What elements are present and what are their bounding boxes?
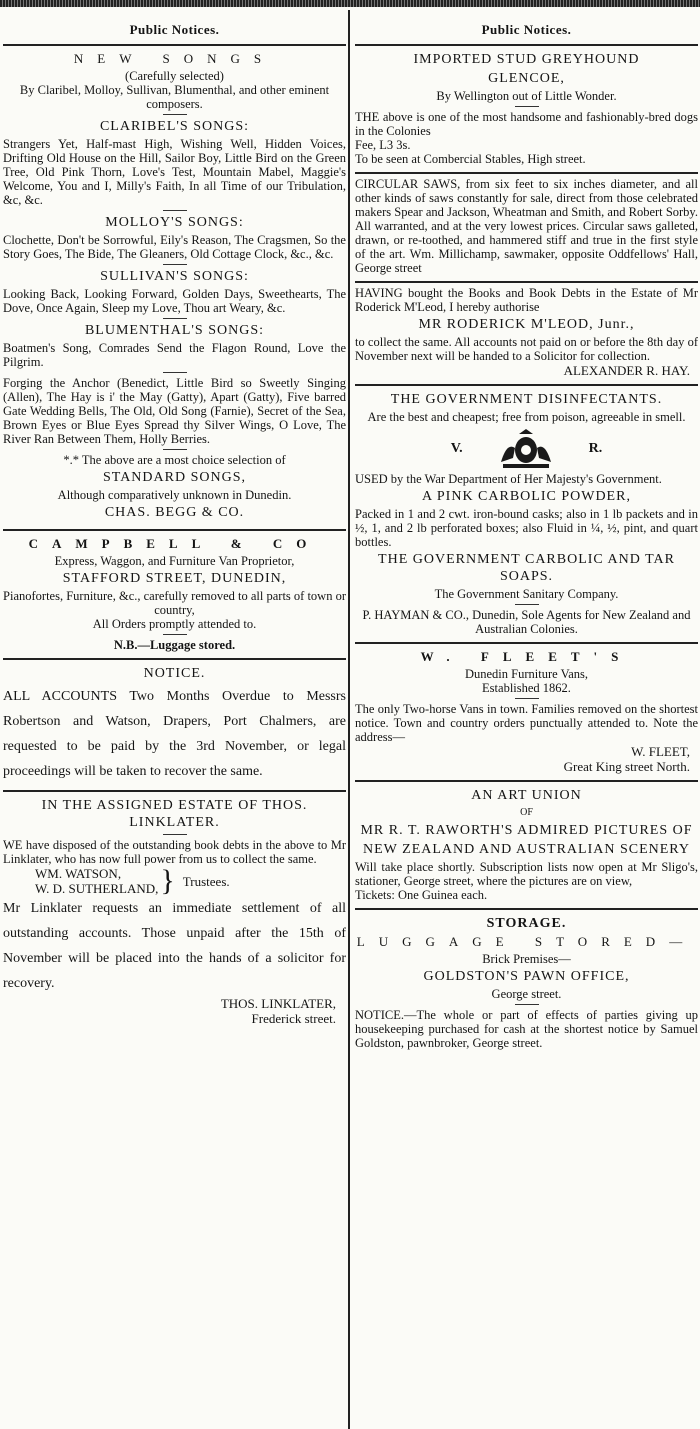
art-union-text: Will take place shortly. Subscription lists now open at Mr Sligo's, stationer, George street, where the pictures are on view, [355, 860, 698, 888]
blumenthal-heading: BLUMENTHAL'S SONGS: [84, 323, 265, 338]
estate-text: WE have disposed of the outstanding book debts in the above to Mr Linklater, who has now full power from us to collect the same. [3, 838, 346, 866]
linklater-address: Frederick street. [251, 1011, 336, 1026]
molloy-text: Clochette, Don't be Sorrowful, Eily's Reason, The Cragsmen, So the Story Goes, The Bide, The Gleaners, Old Cottage Clock, &c., &c. [3, 233, 346, 261]
new-songs-advert [3, 46, 346, 531]
column-divider [348, 10, 350, 1429]
accounts-text: ALL ACCOUNTS Two Months Overdue to Messrs Robertson and Watson, Drapers, Port Chalmers, are requested to be paid by the 3rd November, or legal proceedings will be taken to recover the same. [3, 689, 346, 779]
trustees-block [3, 866, 346, 896]
campbell-advert [3, 531, 346, 660]
r-letter: R. [588, 441, 603, 456]
divider [515, 1004, 539, 1005]
campbell-line3: Pianofortes, Furniture, &c., carefully removed to all parts of town or country, [3, 589, 346, 617]
accounts-notice [3, 660, 346, 792]
hayman-agents: P. HAYMAN & CO., Dunedin, Sole Agents for New Zealand and Australian Colonies. [362, 608, 691, 636]
sullivan-text: Looking Back, Looking Forward, Golden Days, Sweethearts, The Dove, Once Again, Sleep my Love, Thou art Weary, &c. [3, 287, 346, 315]
pink-powder: A PINK CARBOLIC POWDER, [422, 489, 631, 504]
royal-arms-icon [497, 428, 555, 470]
divider [515, 604, 539, 605]
claribel-text: Strangers Yet, Half-mast High, Wishing Well, Hidden Voices, Drifting Old House on the Hill, Sailor Boy, Little Bird on the Green Tree, Old Pink Thorn, Love's Test, Mountain Mabel, Maggie's Welcome, You and I, Milly's Faith, In all Time of our Tribulation, &c, &c. [3, 137, 346, 207]
divider [163, 264, 187, 265]
trustees-label: Trustees. [182, 873, 230, 889]
campbell-line4: All Orders promptly attended to. [92, 617, 257, 631]
art-union-title: AN ART UNION [471, 788, 582, 803]
greyhound-fee: Fee, L3 3s. [355, 138, 411, 152]
fleet-sub2: Established 1862. [482, 681, 571, 695]
greyhound-seen: To be seen at Combercial Stables, High street. [355, 152, 586, 166]
greyhound-by: By Wellington out of Little Wonder. [436, 89, 617, 103]
begg-signature: CHAS. BEGG & CO. [104, 505, 245, 520]
blumenthal-text: Boatmen's Song, Comrades Send the Flagon Round, Love the Pilgrim. [3, 341, 346, 369]
new-songs-title: NEW SONGS [73, 51, 276, 66]
claribel-heading: CLARIBEL'S SONGS: [99, 119, 250, 134]
sullivan-heading: SULLIVAN'S SONGS: [100, 269, 249, 284]
goldston-street: George street. [491, 987, 562, 1001]
saws-text: CIRCULAR SAWS, from six feet to six inches diameter, and all other kinds of saws constantly for sale, direct from those celebrated makers Spear and Jackson, Wheatman and Smith, and Robert Sorby. All warranted, and at the very lowest prices. Circular saws galleted, drawn, or re-toothed, and hammered stiff and true in the first style of the art. Wm. Millichamp, sawmaker, opposite Oddfellows' Hall, George street [355, 177, 698, 275]
top-rule [0, 0, 700, 7]
choice-line: *.* The above are a most choice selection of [63, 453, 286, 467]
column-heading-right: Public Notices. [355, 10, 698, 46]
carbolic-soaps: THE GOVERNMENT CARBOLIC AND TAR SOAPS. [378, 552, 675, 584]
accounts-heading: NOTICE. [143, 666, 206, 681]
campbell-line1: Express, Waggon, and Furniture Van Proprietor, [54, 554, 295, 568]
new-songs-subtitle: (Carefully selected) [125, 69, 224, 83]
linklater-signature: THOS. LINKLATER, [220, 996, 336, 1011]
left-column [3, 10, 346, 1429]
scenery-line: NEW ZEALAND AND AUSTRALIAN SCENERY [363, 842, 690, 857]
campbell-title: CAMPBELL & CO [28, 536, 321, 551]
divider [163, 634, 187, 635]
disinfectants-used: USED by the War Department of Her Majesty's Government. [355, 472, 662, 486]
royal-arms-row [355, 428, 698, 470]
books-text2: to collect the same. All accounts not paid on or before the 8th day of November next will be handed to a Solicitor for collection. [355, 335, 698, 363]
campbell-line2: STAFFORD STREET, DUNEDIN, [62, 571, 287, 586]
column-heading-left: Public Notices. [3, 10, 346, 46]
greyhound-text: THE above is one of the most handsome and fashionably-bred dogs in the Colonies [355, 110, 698, 138]
fleet-text: The only Two-horse Vans in town. Families removed on the shortest notice. Town and country orders punctually attended to. Note the address— [355, 702, 698, 744]
divider [163, 318, 187, 319]
divider [163, 210, 187, 211]
brace: } [160, 864, 175, 897]
divider [163, 834, 187, 835]
disinfectants-line1: Are the best and cheapest; free from poison, agreeable in smell. [367, 410, 686, 424]
luggage-stored: LUGGAGE STORED— [356, 934, 697, 949]
disinfectants-title: THE GOVERNMENT DISINFECTANTS. [390, 392, 663, 407]
fleet-advert [355, 644, 698, 782]
greyhound-name: GLENCOE, [488, 71, 565, 86]
estate-request: Mr Linklater requests an immediate settlement of all outstanding accounts. Those unpaid after the 15th of November will be placed into the hands of a solicitor for recovery. [3, 901, 346, 991]
storage-advert [355, 910, 698, 1056]
right-column [355, 10, 698, 1429]
art-union-advert [355, 782, 698, 910]
divider [163, 372, 187, 373]
molloy-heading: MOLLOY'S SONGS: [105, 215, 244, 230]
v-letter: V. [450, 441, 463, 456]
books-text: HAVING bought the Books and Book Debts in the Estate of Mr Roderick M'Leod, I hereby authorise [355, 286, 698, 314]
misc-songs-text: Forging the Anchor (Benedict, Little Bird so Sweetly Singing (Allen), The Hay is i' the May (Gatty), Apart (Gatty), Five barred Gate Wedding Bells, The Old, Old Song (Farnie), Secret of the Sea, Brown Eyes or Blue Eyes Spread thy Silver Wings, O Love, The River Ran Between Them, Holly Berries. [3, 376, 346, 446]
campbell-nb: N.B.—Luggage stored. [113, 638, 236, 652]
fleet-signature: W. FLEET, [631, 744, 690, 759]
greyhound-title: IMPORTED STUD GREYHOUND [413, 52, 640, 67]
goldston-office: GOLDSTON'S PAWN OFFICE, [423, 969, 630, 984]
trustee-2: W. D. SUTHERLAND, [35, 881, 159, 896]
new-songs-intro: By Claribel, Molloy, Sullivan, Blumenthal, and other eminent composers. [19, 83, 330, 111]
fleet-address: Great King street North. [563, 759, 690, 774]
divider [163, 114, 187, 115]
storage-title: STORAGE. [486, 916, 567, 931]
hay-signature: ALEXANDER R. HAY. [563, 363, 690, 378]
assigned-estate-notice [3, 792, 346, 1032]
art-union-of: OF [520, 807, 533, 818]
sanitary-company: The Government Sanitary Company. [434, 587, 619, 601]
although-line: Although comparatively unknown in Dunedin. [57, 488, 292, 502]
mcleod-name: MR RODERICK M'LEOD, Junr., [418, 317, 635, 332]
divider [163, 449, 187, 450]
estate-heading: IN THE ASSIGNED ESTATE OF THOS. LINKLATER. [41, 798, 308, 830]
disinfectants-advert [355, 386, 698, 644]
trustee-1: WM. WATSON, [35, 866, 122, 881]
greyhound-advert [355, 46, 698, 174]
fleet-sub1: Dunedin Furniture Vans, [464, 667, 589, 681]
brick-premises: Brick Premises— [482, 952, 571, 966]
standard-songs: STANDARD SONGS, [102, 470, 246, 485]
storage-notice: NOTICE.—The whole or part of effects of parties giving up housekeeping purchased for cash at the shortest notice by Samuel Goldston, pawnbroker, George street. [355, 1008, 698, 1050]
divider [515, 106, 539, 107]
disinfectants-packed: Packed in 1 and 2 cwt. iron-bound casks; also in 1 lb packets and in ½, 1, and 2 lb perforated boxes; also Fluid in ¼, ½, pint, and quart bottles. [355, 507, 698, 549]
divider [515, 698, 539, 699]
fleet-title: W. FLEET'S [420, 649, 633, 664]
raworth-line: MR R. T. RAWORTH'S ADMIRED PICTURES OF [360, 823, 693, 838]
books-notice [355, 283, 698, 386]
saws-advert [355, 174, 698, 283]
art-union-tickets: Tickets: One Guinea each. [355, 888, 488, 902]
